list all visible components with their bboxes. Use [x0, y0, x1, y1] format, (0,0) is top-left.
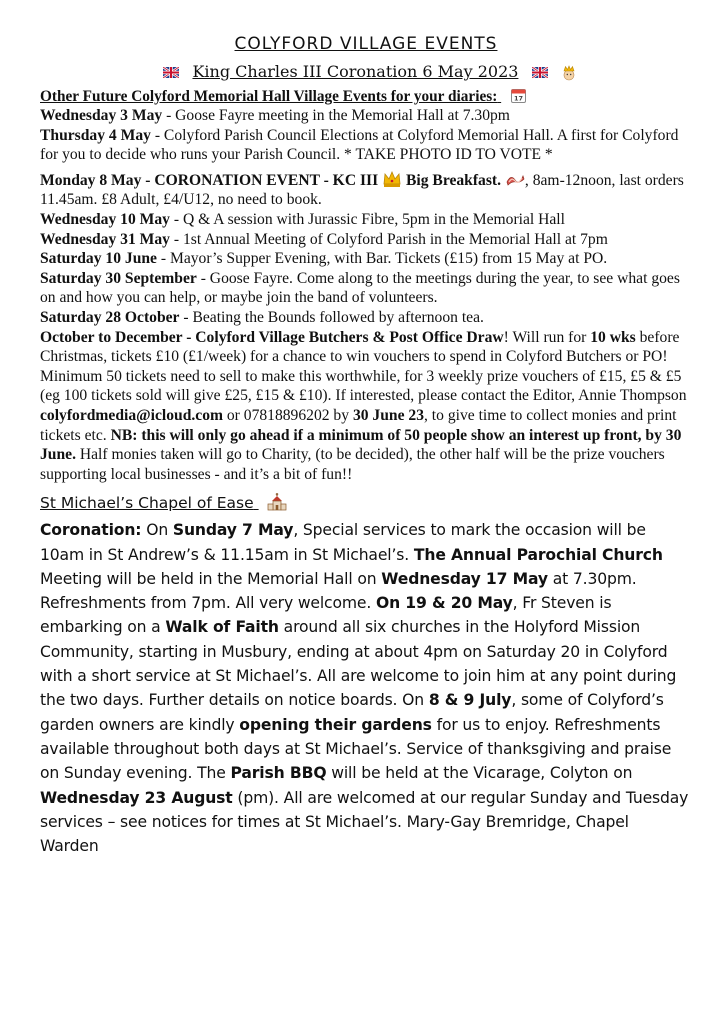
calendar-icon — [511, 88, 526, 103]
event-bold: 30 June 23 — [352, 406, 424, 424]
chapel-text: Meeting will be held in the Memorial Hall on — [40, 569, 382, 588]
chapel-text: , some of Colyford’s garden owners are kindly — [40, 691, 664, 734]
event-item — [40, 126, 692, 165]
chapel-text: around all six churches in the Holyford Mission Community, starting in Musbury, ending at about 4pm on Saturday 20 in Colyford with a short service at St Michael’s. All are welcome to join him at any point during the two days. Further details on notice boards. On — [40, 618, 677, 710]
bacon-icon — [505, 170, 525, 188]
event-date: Wednesday 31 May — [40, 230, 170, 248]
event-detail: - 1st Annual Meeting of Colyford Parish in the Memorial Hall at 7pm — [169, 230, 608, 248]
event-detail: - Mayor’s Supper Evening, with Bar. Tickets (£15) from 15 May at PO. — [156, 250, 608, 268]
event-item — [40, 249, 692, 269]
event-date: October to December - Colyford Village Butchers & Post Office Draw — [40, 328, 504, 346]
event-date: Wednesday 10 May — [40, 210, 170, 228]
event-item — [40, 210, 692, 230]
subtitle-text: King Charles III Coronation 6 May 2023 — [192, 62, 519, 81]
coronation-subtitle — [40, 62, 692, 81]
event-detail: or 07818896202 by — [222, 406, 353, 424]
chapel-bold: Sunday 7 May — [172, 521, 294, 540]
event-item — [40, 308, 692, 328]
event-date: Saturday 30 September — [40, 269, 197, 287]
newsletter-page — [40, 34, 692, 858]
chapel-heading-text: St Michael’s Chapel of Ease — [40, 494, 254, 513]
chapel-bold: On 19 & 20 May — [375, 594, 513, 613]
chapel-bold: Walk of Faith — [165, 618, 279, 637]
chapel-bold: 8 & 9 July — [428, 691, 512, 710]
chapel-text: (pm). All are welcomed at our regular Sunday and Tuesday services – see notices for times at St Michael’s. Mary-Gay Bremridge, Chapel Warden — [40, 788, 689, 856]
chapel-bold: Coronation: — [40, 521, 142, 540]
event-detail: , 8am-12noon, last orders 11.45am. £8 Adult, £4/U12, no need to book. — [40, 171, 684, 209]
union-flag-icon — [163, 67, 179, 78]
event-item — [40, 269, 692, 308]
chapel-text: at 7.30pm. Refreshments from 7pm. All very welcome. — [40, 569, 637, 613]
event-highlight: Big Breakfast. — [406, 171, 502, 189]
event-date: Monday 8 May - CORONATION EVENT - KC III — [40, 171, 379, 189]
event-detail: Half monies taken will go to Charity, (to be decided), the other half will be the prize vouchers supporting local businesses - and it’s a bit of fun!! — [40, 446, 665, 483]
chapel-bold: Wednesday 23 August — [40, 788, 233, 807]
crown-icon — [382, 170, 402, 188]
chapel-text: for us to enjoy. Refreshments available throughout both days at St Michael’s. Service of thanksgiving and praise on Sunday evening. The — [40, 715, 672, 783]
events-list — [40, 106, 692, 484]
chapel-text: On — [141, 521, 173, 540]
event-item — [40, 106, 692, 126]
event-date: Wednesday 3 May — [40, 107, 163, 124]
chapel-text: , Special services to mark the occasion will be 10am in St Andrew’s & 11.15am in St Michael’s. — [40, 521, 646, 564]
union-flag-icon — [532, 67, 548, 78]
event-detail: before Christmas, tickets £10 (£1/week) for a chance to win vouchers to spend in Colyford Butchers or PO! Minimum 50 tickets need to sell to make this worthwhile, for 3 weekly prize vouchers of £15, £5 & £5 (eg 100 tickets sold will give £25, £15 & £10). If interested, please contact the Editor, Annie Thompson — [40, 328, 687, 405]
chapel-bold: Wednesday 17 May — [381, 569, 548, 588]
future-events-heading — [40, 87, 692, 106]
event-date: Saturday 10 June — [40, 250, 157, 268]
church-icon — [267, 493, 287, 511]
event-detail: ! Will run for — [503, 328, 591, 346]
event-item-draw — [40, 328, 692, 485]
chapel-paragraph — [40, 518, 692, 858]
event-bold: NB: this will only go ahead if a minimum of 50 people show an interest up front, by 30 June. — [40, 426, 682, 464]
event-detail: - Goose Fayre. Come along to the meetings during the year, to see what goes on and how you can help, or maybe join the band of volunteers. — [40, 269, 680, 307]
svg-text:17: 17 — [514, 94, 524, 103]
event-date: Saturday 28 October — [40, 308, 180, 326]
king-face-icon — [561, 65, 577, 81]
chapel-bold: Parish BBQ — [230, 764, 327, 783]
page-title: COLYFORD VILLAGE EVENTS — [234, 34, 498, 54]
event-detail: - Colyford Parish Council Elections at Colyford Memorial Hall. A first for Colyford for you to decide who runs your Parish Council. * TAKE PHOTO ID TO VOTE * — [40, 126, 679, 164]
event-detail: , to give time to collect monies and print tickets etc. — [40, 406, 677, 444]
chapel-text: will be held at the Vicarage, Colyton on — [326, 764, 633, 783]
event-detail: - Beating the Bounds followed by afternoon tea. — [179, 308, 484, 326]
chapel-bold: The Annual Parochial Church — [413, 545, 663, 564]
chapel-heading — [40, 492, 692, 514]
chapel-bold: opening their gardens — [239, 715, 432, 734]
event-detail: - Goose Fayre meeting in the Memorial Hall at 7.30pm — [162, 107, 510, 124]
event-item — [40, 230, 692, 250]
event-item — [40, 170, 692, 210]
event-date: Thursday 4 May — [40, 126, 151, 144]
future-events-heading-text: Other Future Colyford Memorial Hall Village Events for your diaries: — [40, 88, 498, 105]
event-detail: - Q & A session with Jurassic Fibre, 5pm in the Memorial Hall — [169, 210, 565, 228]
event-bold: 10 wks — [590, 328, 636, 346]
chapel-text: , Fr Steven is embarking on a — [40, 594, 612, 637]
contact-email: colyfordmedia@icloud.com — [40, 406, 223, 424]
